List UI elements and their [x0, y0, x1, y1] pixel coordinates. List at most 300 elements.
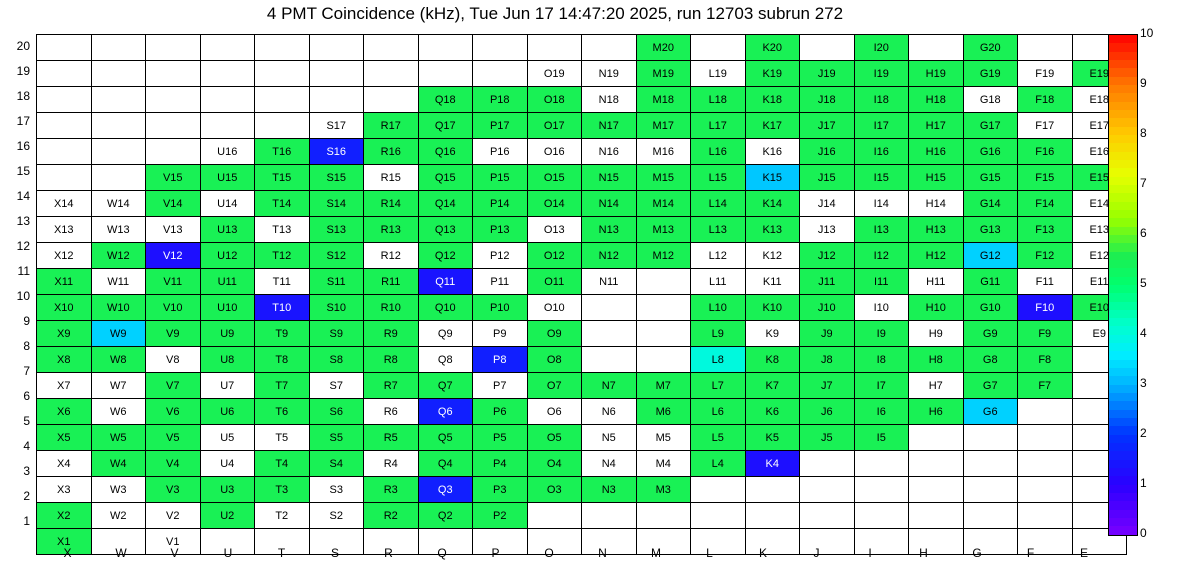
- heatmap-cell: M12: [636, 243, 691, 269]
- heatmap-cell: V2: [146, 503, 201, 529]
- heatmap-cell: O18: [527, 87, 582, 113]
- heatmap-cell: S2: [309, 503, 364, 529]
- heatmap-cell: [473, 61, 528, 87]
- colorbar-segment: [1109, 435, 1137, 443]
- colorbar-segment: [1109, 343, 1137, 351]
- heatmap-cell: F16: [1018, 139, 1073, 165]
- heatmap-cell: L18: [691, 87, 746, 113]
- heatmap-cell: L17: [691, 113, 746, 139]
- heatmap-cell: U5: [200, 425, 255, 451]
- heatmap-row: [37, 295, 1127, 321]
- heatmap-cell: V11: [146, 269, 201, 295]
- colorbar-segment: [1109, 368, 1137, 376]
- heatmap-cell: R5: [364, 425, 419, 451]
- heatmap-row: [37, 321, 1127, 347]
- y-axis-tick: 9: [23, 314, 30, 328]
- heatmap-cell: O16: [527, 139, 582, 165]
- heatmap-cell: U12: [200, 243, 255, 269]
- heatmap-cell: G18: [963, 87, 1018, 113]
- heatmap-cell: P12: [473, 243, 528, 269]
- heatmap-cell: F9: [1018, 321, 1073, 347]
- y-axis-tick: 5: [23, 414, 30, 428]
- colorbar-segment: [1109, 35, 1137, 43]
- heatmap-cell: E16: [1072, 139, 1127, 165]
- heatmap-cell: V14: [146, 191, 201, 217]
- heatmap-cell: S3: [309, 477, 364, 503]
- heatmap-cell: H6: [909, 399, 964, 425]
- heatmap-cell: G7: [963, 373, 1018, 399]
- heatmap-cell: R16: [364, 139, 419, 165]
- heatmap-cell: S5: [309, 425, 364, 451]
- heatmap-cell: P7: [473, 373, 528, 399]
- colorbar-segment: [1109, 160, 1137, 168]
- heatmap-cell: [473, 35, 528, 61]
- heatmap-row: [37, 61, 1127, 87]
- heatmap-cell: L11: [691, 269, 746, 295]
- heatmap-cell: [854, 451, 909, 477]
- heatmap-cell: P6: [473, 399, 528, 425]
- heatmap-cell: [1018, 425, 1073, 451]
- heatmap-cell: V10: [146, 295, 201, 321]
- heatmap-cell: O7: [527, 373, 582, 399]
- heatmap-cell: [37, 139, 92, 165]
- heatmap-cell: M6: [636, 399, 691, 425]
- heatmap-cell: U6: [200, 399, 255, 425]
- heatmap-cell: M7: [636, 373, 691, 399]
- heatmap-cell: [255, 61, 310, 87]
- heatmap-cell: L9: [691, 321, 746, 347]
- heatmap-cell: J6: [800, 399, 855, 425]
- heatmap-cell: I5: [854, 425, 909, 451]
- heatmap-cell: [1018, 399, 1073, 425]
- x-axis-tick: L: [706, 546, 713, 560]
- x-axis-tick: H: [919, 546, 928, 560]
- colorbar-segment: [1109, 293, 1137, 301]
- heatmap-cell: L10: [691, 295, 746, 321]
- colorbar-segment: [1109, 385, 1137, 393]
- heatmap-row: [37, 477, 1127, 503]
- heatmap-grid: [36, 34, 1127, 555]
- heatmap-cell: W13: [91, 217, 146, 243]
- heatmap-cell: [745, 503, 800, 529]
- colorbar-segment: [1109, 376, 1137, 384]
- heatmap-cell: Q3: [418, 477, 473, 503]
- colorbar-segment: [1109, 426, 1137, 434]
- heatmap-cell: [582, 321, 637, 347]
- heatmap-cell: [418, 35, 473, 61]
- heatmap-cell: [255, 113, 310, 139]
- heatmap-cell: [255, 35, 310, 61]
- heatmap-cell: N11: [582, 269, 637, 295]
- heatmap-cell: [691, 35, 746, 61]
- heatmap-cell: O11: [527, 269, 582, 295]
- heatmap-cell: [146, 113, 201, 139]
- heatmap-cell: K18: [745, 87, 800, 113]
- heatmap-cell: T7: [255, 373, 310, 399]
- heatmap-cell: N14: [582, 191, 637, 217]
- heatmap-cell: Q18: [418, 87, 473, 113]
- heatmap-cell: [91, 35, 146, 61]
- heatmap-cell: Q5: [418, 425, 473, 451]
- heatmap-cell: T12: [255, 243, 310, 269]
- heatmap-cell: H13: [909, 217, 964, 243]
- heatmap-cell: P5: [473, 425, 528, 451]
- heatmap-cell: Q11: [418, 269, 473, 295]
- colorbar-segment: [1109, 110, 1137, 118]
- heatmap-cell: I10: [854, 295, 909, 321]
- heatmap-cell: H14: [909, 191, 964, 217]
- heatmap-cell: X9: [37, 321, 92, 347]
- heatmap-cell: H9: [909, 321, 964, 347]
- colorbar-tick: 9: [1140, 76, 1147, 90]
- colorbar-segment: [1109, 518, 1137, 526]
- colorbar-segment: [1109, 526, 1137, 534]
- heatmap-cell: [745, 477, 800, 503]
- heatmap-cell: H16: [909, 139, 964, 165]
- heatmap-cell: J7: [800, 373, 855, 399]
- heatmap-cell: S14: [309, 191, 364, 217]
- colorbar-segment: [1109, 118, 1137, 126]
- heatmap-cell: P17: [473, 113, 528, 139]
- x-axis-tick: J: [813, 546, 820, 560]
- y-axis-tick: 16: [16, 139, 30, 153]
- heatmap-cell: V5: [146, 425, 201, 451]
- colorbar-segment: [1109, 210, 1137, 218]
- heatmap-cell: [364, 61, 419, 87]
- colorbar-segment: [1109, 418, 1137, 426]
- heatmap-cell: J11: [800, 269, 855, 295]
- heatmap-cell: S6: [309, 399, 364, 425]
- heatmap-cell: T16: [255, 139, 310, 165]
- heatmap-cell: P4: [473, 451, 528, 477]
- heatmap-cell: I20: [854, 35, 909, 61]
- heatmap-cell: U3: [200, 477, 255, 503]
- heatmap-cell: [691, 503, 746, 529]
- heatmap-cell: N15: [582, 165, 637, 191]
- heatmap-cell: T11: [255, 269, 310, 295]
- heatmap-cell: K8: [745, 347, 800, 373]
- x-axis-tick: M: [651, 546, 661, 560]
- heatmap-cell: T4: [255, 451, 310, 477]
- heatmap-cell: M18: [636, 87, 691, 113]
- heatmap-cell: [37, 87, 92, 113]
- colorbar-segment: [1109, 227, 1137, 235]
- heatmap-cell: U15: [200, 165, 255, 191]
- heatmap-cell: U13: [200, 217, 255, 243]
- heatmap-cell: O10: [527, 295, 582, 321]
- heatmap-cell: K14: [745, 191, 800, 217]
- heatmap-cell: J8: [800, 347, 855, 373]
- colorbar-segment: [1109, 60, 1137, 68]
- heatmap-cell: F14: [1018, 191, 1073, 217]
- heatmap-cell: N12: [582, 243, 637, 269]
- colorbar-segment: [1109, 501, 1137, 509]
- y-axis-tick: 15: [16, 164, 30, 178]
- heatmap-cell: [582, 347, 637, 373]
- heatmap-cell: X8: [37, 347, 92, 373]
- heatmap-cell: G10: [963, 295, 1018, 321]
- colorbar-tick: 4: [1140, 326, 1147, 340]
- colorbar-segment: [1109, 468, 1137, 476]
- heatmap-cell: K15: [745, 165, 800, 191]
- colorbar-segment: [1109, 493, 1137, 501]
- y-axis-tick: 14: [16, 189, 30, 203]
- heatmap-cell: J10: [800, 295, 855, 321]
- heatmap-cell: P8: [473, 347, 528, 373]
- heatmap-cell: S12: [309, 243, 364, 269]
- heatmap-cell: W6: [91, 399, 146, 425]
- x-axis-tick: W: [115, 546, 127, 560]
- heatmap-cell: [527, 503, 582, 529]
- x-axis-tick: P: [491, 546, 500, 560]
- y-axis-tick: 3: [23, 464, 30, 478]
- heatmap-cell: G13: [963, 217, 1018, 243]
- heatmap-plot: [36, 34, 1127, 555]
- heatmap-cell: T2: [255, 503, 310, 529]
- colorbar-segment: [1109, 485, 1137, 493]
- heatmap-cell: [854, 477, 909, 503]
- heatmap-cell: X1: [37, 529, 92, 555]
- colorbar-segment: [1109, 268, 1137, 276]
- heatmap-cell: N7: [582, 373, 637, 399]
- heatmap-cell: [800, 477, 855, 503]
- heatmap-cell: I19: [854, 61, 909, 87]
- y-axis-tick: 20: [16, 39, 30, 53]
- colorbar-segment: [1109, 510, 1137, 518]
- heatmap-cell: R13: [364, 217, 419, 243]
- heatmap-cell: V9: [146, 321, 201, 347]
- colorbar-segment: [1109, 443, 1137, 451]
- colorbar-segment: [1109, 77, 1137, 85]
- colorbar-segment: [1109, 143, 1137, 151]
- heatmap-cell: J14: [800, 191, 855, 217]
- heatmap-cell: K6: [745, 399, 800, 425]
- y-axis-tick: 10: [16, 289, 30, 303]
- heatmap-row: [37, 451, 1127, 477]
- heatmap-cell: K20: [745, 35, 800, 61]
- colorbar-tick: 3: [1140, 376, 1147, 390]
- heatmap-cell: R4: [364, 451, 419, 477]
- heatmap-row: [37, 113, 1127, 139]
- colorbar-tick: 5: [1140, 276, 1147, 290]
- heatmap-cell: X6: [37, 399, 92, 425]
- heatmap-cell: E9: [1072, 321, 1127, 347]
- heatmap-cell: X12: [37, 243, 92, 269]
- heatmap-cell: V8: [146, 347, 201, 373]
- heatmap-cell: U11: [200, 269, 255, 295]
- heatmap-cell: Q16: [418, 139, 473, 165]
- heatmap-cell: H11: [909, 269, 964, 295]
- heatmap-row: [37, 399, 1127, 425]
- heatmap-cell: H12: [909, 243, 964, 269]
- heatmap-cell: [527, 35, 582, 61]
- heatmap-cell: [91, 113, 146, 139]
- heatmap-cell: O3: [527, 477, 582, 503]
- heatmap-cell: G17: [963, 113, 1018, 139]
- colorbar-segment: [1109, 351, 1137, 359]
- heatmap-cell: [800, 35, 855, 61]
- heatmap-cell: N4: [582, 451, 637, 477]
- heatmap-cell: [309, 61, 364, 87]
- heatmap-cell: P13: [473, 217, 528, 243]
- heatmap-cell: L5: [691, 425, 746, 451]
- colorbar-segment: [1109, 127, 1137, 135]
- y-axis-tick: 11: [17, 264, 30, 278]
- colorbar: [1108, 34, 1138, 536]
- heatmap-cell: L6: [691, 399, 746, 425]
- colorbar-segment: [1109, 193, 1137, 201]
- y-axis-tick: 2: [23, 489, 30, 503]
- heatmap-cell: I13: [854, 217, 909, 243]
- heatmap-cell: S4: [309, 451, 364, 477]
- heatmap-cell: W14: [91, 191, 146, 217]
- x-axis-tick: G: [972, 546, 982, 560]
- heatmap-cell: N5: [582, 425, 637, 451]
- heatmap-cell: Q4: [418, 451, 473, 477]
- colorbar-segment: [1109, 277, 1137, 285]
- x-axis-tick: N: [598, 546, 607, 560]
- heatmap-cell: Q10: [418, 295, 473, 321]
- heatmap-cell: [636, 321, 691, 347]
- heatmap-cell: T5: [255, 425, 310, 451]
- heatmap-cell: [255, 87, 310, 113]
- y-axis-tick: 1: [23, 514, 30, 528]
- heatmap-cell: [963, 451, 1018, 477]
- heatmap-cell: P14: [473, 191, 528, 217]
- heatmap-cell: [582, 503, 637, 529]
- heatmap-cell: H10: [909, 295, 964, 321]
- heatmap-cell: V15: [146, 165, 201, 191]
- heatmap-cell: [418, 61, 473, 87]
- colorbar-tick: 1: [1140, 476, 1147, 490]
- colorbar-segment: [1109, 360, 1137, 368]
- heatmap-cell: O12: [527, 243, 582, 269]
- heatmap-cell: V4: [146, 451, 201, 477]
- heatmap-cell: W4: [91, 451, 146, 477]
- heatmap-cell: [309, 35, 364, 61]
- heatmap-cell: [146, 139, 201, 165]
- heatmap-cell: T9: [255, 321, 310, 347]
- heatmap-cell: [1018, 451, 1073, 477]
- heatmap-cell: J18: [800, 87, 855, 113]
- heatmap-cell: [146, 61, 201, 87]
- heatmap-cell: X13: [37, 217, 92, 243]
- heatmap-cell: G15: [963, 165, 1018, 191]
- heatmap-cell: W5: [91, 425, 146, 451]
- heatmap-cell: S17: [309, 113, 364, 139]
- heatmap-cell: F18: [1018, 87, 1073, 113]
- colorbar-segment: [1109, 285, 1137, 293]
- heatmap-cell: K11: [745, 269, 800, 295]
- heatmap-cell: M17: [636, 113, 691, 139]
- heatmap-cell: H19: [909, 61, 964, 87]
- heatmap-cell: L12: [691, 243, 746, 269]
- heatmap-cell: R6: [364, 399, 419, 425]
- colorbar-segment: [1109, 218, 1137, 226]
- colorbar-tick: 7: [1140, 176, 1147, 190]
- heatmap-cell: [91, 61, 146, 87]
- heatmap-cell: S9: [309, 321, 364, 347]
- heatmap-cell: F7: [1018, 373, 1073, 399]
- y-axis-tick: 8: [23, 339, 30, 353]
- heatmap-cell: U16: [200, 139, 255, 165]
- heatmap-cell: [854, 503, 909, 529]
- heatmap-cell: E12: [1072, 243, 1127, 269]
- heatmap-cell: L19: [691, 61, 746, 87]
- heatmap-cell: [1018, 503, 1073, 529]
- heatmap-cell: [909, 35, 964, 61]
- x-axis-tick: I: [868, 546, 872, 560]
- heatmap-cell: I18: [854, 87, 909, 113]
- x-axis-tick: X: [63, 546, 72, 560]
- heatmap-cell: G16: [963, 139, 1018, 165]
- heatmap-cell: [146, 35, 201, 61]
- heatmap-cell: S16: [309, 139, 364, 165]
- heatmap-cell: W9: [91, 321, 146, 347]
- heatmap-cell: I6: [854, 399, 909, 425]
- heatmap-cell: K4: [745, 451, 800, 477]
- heatmap-cell: V12: [146, 243, 201, 269]
- colorbar-segment: [1109, 318, 1137, 326]
- heatmap-cell: H17: [909, 113, 964, 139]
- heatmap-cell: F8: [1018, 347, 1073, 373]
- colorbar-segment: [1109, 235, 1137, 243]
- heatmap-cell: W10: [91, 295, 146, 321]
- heatmap-cell: U10: [200, 295, 255, 321]
- heatmap-cell: F13: [1018, 217, 1073, 243]
- heatmap-cell: V3: [146, 477, 201, 503]
- heatmap-cell: M16: [636, 139, 691, 165]
- heatmap-cell: L7: [691, 373, 746, 399]
- colorbar-segment: [1109, 326, 1137, 334]
- heatmap-cell: I12: [854, 243, 909, 269]
- colorbar-segment: [1109, 177, 1137, 185]
- heatmap-cell: T13: [255, 217, 310, 243]
- heatmap-cell: F10: [1018, 295, 1073, 321]
- y-axis-tick: 19: [16, 64, 30, 78]
- heatmap-cell: R12: [364, 243, 419, 269]
- heatmap-cell: K16: [745, 139, 800, 165]
- heatmap-cell: O8: [527, 347, 582, 373]
- heatmap-cell: [909, 503, 964, 529]
- heatmap-cell: L13: [691, 217, 746, 243]
- heatmap-cell: [636, 269, 691, 295]
- heatmap-cell: I15: [854, 165, 909, 191]
- heatmap-cell: H8: [909, 347, 964, 373]
- heatmap-cell: O19: [527, 61, 582, 87]
- heatmap-cell: X10: [37, 295, 92, 321]
- heatmap-cell: Q7: [418, 373, 473, 399]
- heatmap-cell: U8: [200, 347, 255, 373]
- heatmap-cell: W7: [91, 373, 146, 399]
- heatmap-cell: G8: [963, 347, 1018, 373]
- heatmap-cell: T8: [255, 347, 310, 373]
- heatmap-cell: U7: [200, 373, 255, 399]
- heatmap-cell: U9: [200, 321, 255, 347]
- heatmap-cell: G12: [963, 243, 1018, 269]
- heatmap-cell: R3: [364, 477, 419, 503]
- heatmap-cell: K19: [745, 61, 800, 87]
- heatmap-cell: L14: [691, 191, 746, 217]
- heatmap-row: [37, 87, 1127, 113]
- colorbar-segment: [1109, 401, 1137, 409]
- heatmap-cell: [37, 165, 92, 191]
- colorbar-segment: [1109, 393, 1137, 401]
- heatmap-cell: S8: [309, 347, 364, 373]
- heatmap-cell: N13: [582, 217, 637, 243]
- heatmap-cell: J12: [800, 243, 855, 269]
- x-axis-tick: T: [277, 546, 286, 560]
